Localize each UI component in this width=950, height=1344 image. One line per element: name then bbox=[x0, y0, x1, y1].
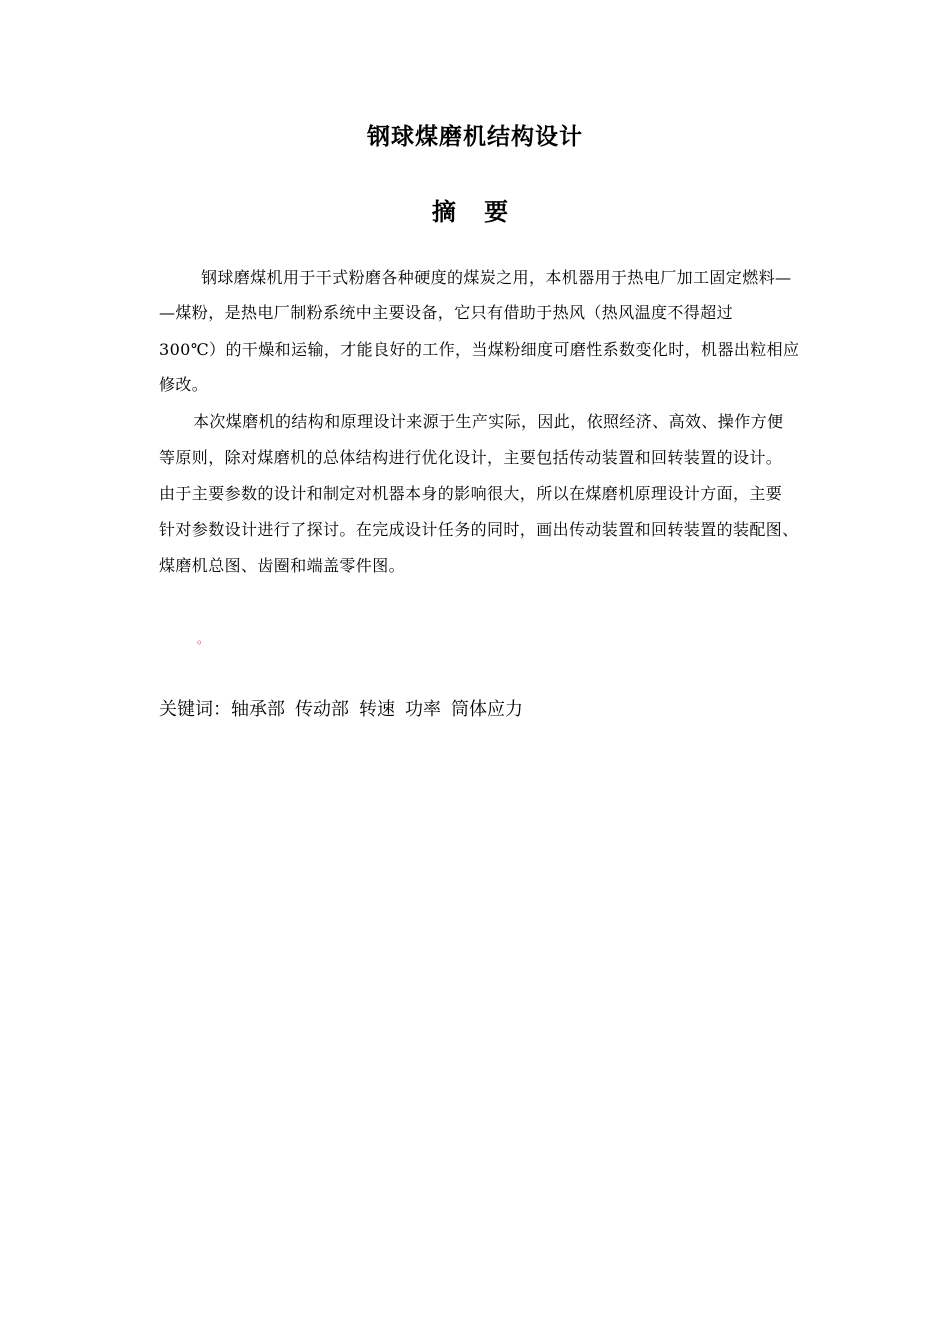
document-title: 钢球煤磨机结构设计 bbox=[367, 124, 583, 150]
keyword-item: 功率 bbox=[405, 699, 441, 720]
keywords-label: 关键词： bbox=[159, 699, 231, 720]
paragraph-2-line-3: 由于主要参数的设计和制定对机器本身的影响很大，所以在煤磨机原理设计方面，主要 bbox=[159, 484, 783, 503]
abstract-heading: 摘 要 bbox=[431, 198, 519, 226]
paragraph-1-line-1: 钢球磨煤机用于干式粉磨各种硬度的煤炭之用，本机器用于热电厂加工固定燃料— bbox=[201, 268, 792, 287]
keyword-item: 筒体应力 bbox=[451, 699, 523, 720]
paragraph-2-line-1: 本次煤磨机的结构和原理设计来源于生产实际，因此，依照经济、高效、操作方便 bbox=[193, 412, 784, 431]
stray-punctuation-mark: 。 bbox=[197, 632, 210, 646]
paragraph-1-line-3: 300℃）的干燥和运输，才能良好的工作，当煤粉细度可磨性系数变化时，机器出粒相应 bbox=[159, 340, 800, 359]
paragraph-2-line-4: 针对参数设计进行了探讨。在完成设计任务的同时，画出传动装置和回转装置的装配图、 bbox=[159, 520, 799, 539]
keyword-item: 传动部 bbox=[295, 699, 349, 720]
keyword-item: 转速 bbox=[359, 699, 395, 720]
paragraph-1-line-4: 修改。 bbox=[159, 375, 209, 394]
keyword-item: 轴承部 bbox=[231, 699, 285, 720]
paragraph-2-line-2: 等原则，除对煤磨机的总体结构进行优化设计，主要包括传动装置和回转装置的设计。 bbox=[159, 448, 783, 467]
keywords-line bbox=[159, 698, 533, 722]
paragraph-1-line-2: —煤粉，是热电厂制粉系统中主要设备，它只有借助于热风（热风温度不得超过 bbox=[159, 303, 734, 322]
paragraph-2-line-5: 煤磨机总图、齿圈和端盖零件图。 bbox=[159, 556, 406, 575]
